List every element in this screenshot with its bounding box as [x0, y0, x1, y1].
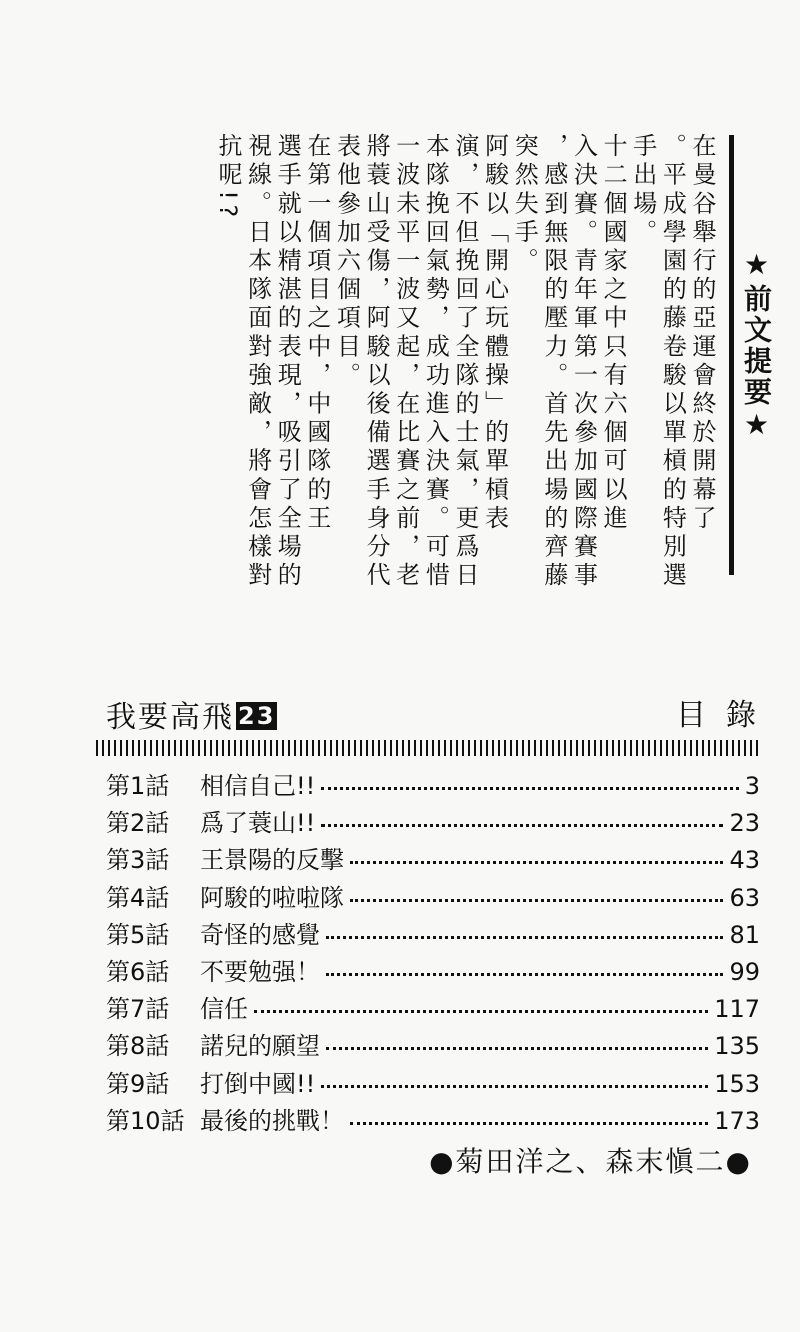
synopsis-column: 演，不但挽回了全隊的士氣，更爲日 — [451, 133, 479, 591]
synopsis-column: 在第一個項目之中，中國隊的王 — [302, 133, 331, 534]
chapter-title: 不要勉强！ — [200, 957, 320, 986]
series-title: 我要高飛 — [106, 700, 234, 735]
dot-leader — [321, 787, 738, 790]
chapter-title: 爲了蓑山!! — [200, 809, 316, 838]
synopsis-heading: ★前文提要★ — [740, 248, 773, 444]
synopsis-column: 。平成學園的藤卷駿以單槓的特別選 — [658, 133, 687, 591]
page-number: 99 — [729, 957, 760, 986]
synopsis-column: 將蓑山受傷，阿駿以後備選手身分代 — [362, 133, 391, 591]
chapter-number: 第8話 — [106, 1032, 170, 1061]
toc-divider — [96, 740, 758, 756]
toc-entry — [106, 803, 760, 840]
chapter-title: 王景陽的反擊 — [200, 846, 344, 875]
toc-heading: 目錄 — [676, 698, 776, 733]
synopsis-column: 在曼谷舉行的亞運會終於開幕了 — [688, 133, 716, 534]
page-number: 23 — [729, 809, 760, 838]
synopsis-column: 十二個國家之中只有六個可以進 — [599, 133, 628, 534]
chapter-number: 第4話 — [106, 883, 170, 912]
toc-list — [106, 766, 760, 1138]
page-number: 173 — [714, 1106, 760, 1135]
chapter-number: 第1話 — [106, 772, 170, 800]
synopsis-column: 手出場。 — [628, 133, 657, 248]
page-number: 81 — [729, 920, 760, 949]
toc-entry — [106, 1101, 760, 1138]
dot-leader — [350, 861, 723, 864]
synopsis-column: 表他參加六個項目。 — [332, 133, 361, 391]
synopsis-column: 本隊挽回氣勢，成功進入決賽。可惜 — [421, 133, 450, 591]
synopsis-column: 選手就以精湛的表現，吸引了全場的 — [273, 133, 302, 591]
chapter-number: 第5話 — [106, 920, 170, 949]
dot-leader — [321, 824, 723, 827]
toc-entry — [106, 989, 760, 1026]
chapter-number: 第6話 — [106, 957, 170, 986]
chapter-title: 打倒中國!! — [200, 1069, 316, 1098]
toc-series-title — [106, 692, 277, 736]
toc-entry — [106, 878, 760, 915]
chapter-number: 第10話 — [106, 1106, 185, 1135]
chapter-number: 第2話 — [106, 809, 170, 838]
dot-leader — [326, 973, 723, 976]
dot-leader — [254, 1010, 708, 1013]
synopsis-text — [216, 133, 714, 603]
chapter-title: 相信自己!! — [200, 772, 316, 800]
chapter-title: 奇怪的感覺 — [200, 920, 320, 949]
chapter-title: 最後的挑戰！ — [200, 1106, 344, 1135]
page-number: 153 — [714, 1069, 760, 1098]
chapter-number: 第9話 — [106, 1069, 170, 1098]
dot-leader — [350, 1122, 708, 1125]
synopsis-column: 視線。日本隊面對強敵，將會怎樣對 — [243, 133, 272, 591]
synopsis-column: 一波未平一波又起，在比賽之前，老 — [391, 133, 420, 591]
page-number: 117 — [714, 995, 760, 1024]
dot-leader — [326, 1047, 708, 1050]
synopsis-column: 阿駿以「開心玩體操」的單槓表 — [480, 133, 509, 534]
page-number: 3 — [744, 772, 760, 800]
dot-leader — [321, 1085, 708, 1088]
toc-entry — [106, 840, 760, 877]
chapter-number: 第7話 — [106, 995, 170, 1024]
toc-entry — [106, 1026, 760, 1063]
toc-entry — [106, 952, 760, 989]
dot-leader — [326, 936, 723, 939]
synopsis-divider — [729, 135, 734, 575]
page-number: 43 — [729, 846, 760, 875]
page-number: 63 — [729, 883, 760, 912]
author-credit: ●菊田洋之、森末愼二● — [429, 1145, 752, 1178]
chapter-title: 信任 — [200, 995, 248, 1024]
chapter-title: 諾兒的願望 — [200, 1032, 320, 1061]
synopsis-column: ，感到無限的壓力。首先出場的齊藤 — [539, 133, 568, 591]
page-number: 135 — [714, 1032, 760, 1061]
chapter-title: 阿駿的啦啦隊 — [200, 883, 344, 912]
dot-leader — [350, 899, 723, 902]
synopsis-column: 入決賽。青年軍第一次參加國際賽事 — [569, 133, 598, 591]
synopsis-column: 抗呢!? — [214, 133, 242, 222]
synopsis-column: 突然失手。 — [510, 133, 539, 276]
toc-entry — [106, 766, 760, 803]
toc-entry — [106, 1064, 760, 1101]
chapter-number: 第3話 — [106, 846, 170, 875]
volume-badge: 23 — [238, 702, 276, 730]
toc-entry — [106, 915, 760, 952]
